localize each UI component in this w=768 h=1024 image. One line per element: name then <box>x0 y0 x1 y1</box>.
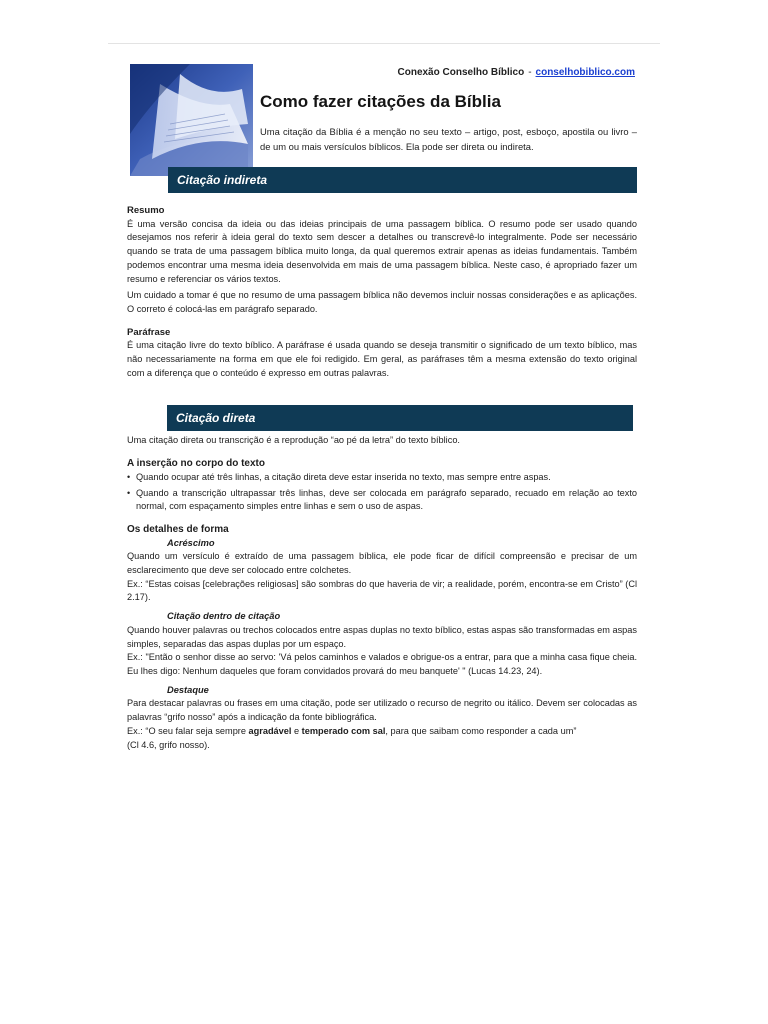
site-name: Conexão Conselho Bíblico <box>397 67 525 78</box>
destaque-example-b: e <box>291 725 302 736</box>
destaque-example-bold-2: temperado com sal <box>301 725 386 736</box>
destaque-heading: Destaque <box>167 684 209 695</box>
resumo-heading: Resumo <box>127 205 165 216</box>
site-line <box>398 67 636 78</box>
acrescimo-heading: Acréscimo <box>167 537 215 548</box>
destaque-example-a: Ex.: “O seu falar seja sempre <box>127 725 249 736</box>
site-link[interactable]: conselhobiblico.com <box>535 67 635 78</box>
parafrase-paragraph: É uma citação livre do texto bíblico. A paráfrase é usada quando se deseja transmitir o significado de um texto bíblico, mas não necessariamente na forma em que ele foi redigido. Em geral, as paráfrases têm a mesma extensão do texto original com a diferença que o conteúdo é expresso em outras palavras. <box>127 340 637 378</box>
list-item <box>127 471 637 485</box>
bullet-icon: • <box>127 487 131 498</box>
top-rule <box>108 43 660 44</box>
bullet-icon: • <box>127 471 131 482</box>
destaque-example-bold-1: agradável <box>248 725 292 736</box>
citacao-dentro-paragraph: Quando houver palavras ou trechos colocados entre aspas duplas no texto bíblico, estas aspas são transformadas em aspas simples, separadas das aspas duplas por um espaço. <box>127 624 637 649</box>
document-page <box>127 62 637 752</box>
page-title: Como fazer citações da Bíblia <box>260 92 501 111</box>
list-item <box>127 487 637 514</box>
section-band-indirect: Citação indireta <box>168 167 637 193</box>
destaque-paragraph: Para destacar palavras ou frases em uma citação, pode ser utilizado o recurso de negrito ou itálico. Devem ser colocadas as palavras “grifo nosso” após a indicação da fonte bibliográfica. <box>127 698 637 723</box>
insercao-heading: A inserção no corpo do texto <box>127 458 265 470</box>
section-band-direct: Citação direta <box>167 405 633 431</box>
parafrase-heading: Paráfrase <box>127 326 171 338</box>
section-indirect <box>127 204 637 380</box>
resumo-paragraph-2: Um cuidado a tomar é que no resumo de uma passagem bíblica não devemos incluir nossas considerações e as aplicações. O correto é colocá-las em parágrafo separado. <box>127 290 637 314</box>
direct-intro: Uma citação direta ou transcrição é a reprodução “ao pé da letra” do texto bíblico. <box>127 435 460 446</box>
acrescimo-paragraph: Quando um versículo é extraído de uma passagem bíblica, ele pode ficar de difícil compreensão e precisar de um esclarecimento que deve ser colocado entre colchetes. <box>127 551 637 576</box>
resumo-paragraph-1: É uma versão concisa da ideia ou das ideias principais de uma passagem bíblica. O resumo pode ser usado quando desejamos nos referir à ideia geral do texto sem descer a detalhes ou transcrevê-lo integralmente. Pode ser necessário quando se trata de uma passagem bíblica muito longa, da qual queremos extrair apenas as ideias fundamentais. Também podemos encontrar uma mesma ideia desenvolvida em mais de uma passagem bíblica. Neste caso, é apropriado fazer um resumo e referenciar os vários textos. <box>127 218 637 284</box>
citacao-dentro-example: Ex.: "Então o senhor disse ao servo: 'Vá pelos caminhos e valados e obrigue-os a entrar, para que a minha casa fique cheia. Eu lhes digo: Nenhum daqueles que foram convidados provará do meu banquete' " (Lucas 14.23, 24). <box>127 652 637 676</box>
citacao-dentro-heading: Citação dentro de citação <box>167 611 281 622</box>
section-direct <box>127 434 637 752</box>
document-header <box>127 62 637 192</box>
open-bible-icon <box>130 64 253 176</box>
destaque-example <box>127 725 637 739</box>
detalhes-heading: Os detalhes de forma <box>127 523 229 535</box>
bullet-text-2: Quando a transcrição ultrapassar três linhas, deve ser colocada em parágrafo separado, recuado em relação ao texto normal, com espaçamento simples entre linhas e sem o uso de aspas. <box>136 487 637 512</box>
destaque-example-c: , para que saibam como responder a cada um” <box>385 725 577 736</box>
open-bible-image <box>130 64 253 176</box>
bullet-text-1: Quando ocupar até três linhas, a citação direta deve estar inserida no texto, mas sempre entre aspas. <box>136 471 551 482</box>
destaque-reference: (Cl 4.6, grifo nosso). <box>127 739 210 750</box>
intro-paragraph: Uma citação da Bíblia é a menção no seu texto – artigo, post, esboço, apostila ou livro – de um ou mais versículos bíblicos. Ela pode ser direta ou indireta. <box>260 126 637 152</box>
acrescimo-example: Ex.: “Estas coisas [celebrações religiosas] são sombras do que haveria de vir; a realidade, porém, encontra-se em Cristo” (Cl 2.17). <box>127 578 637 603</box>
site-separator: - <box>528 67 532 78</box>
